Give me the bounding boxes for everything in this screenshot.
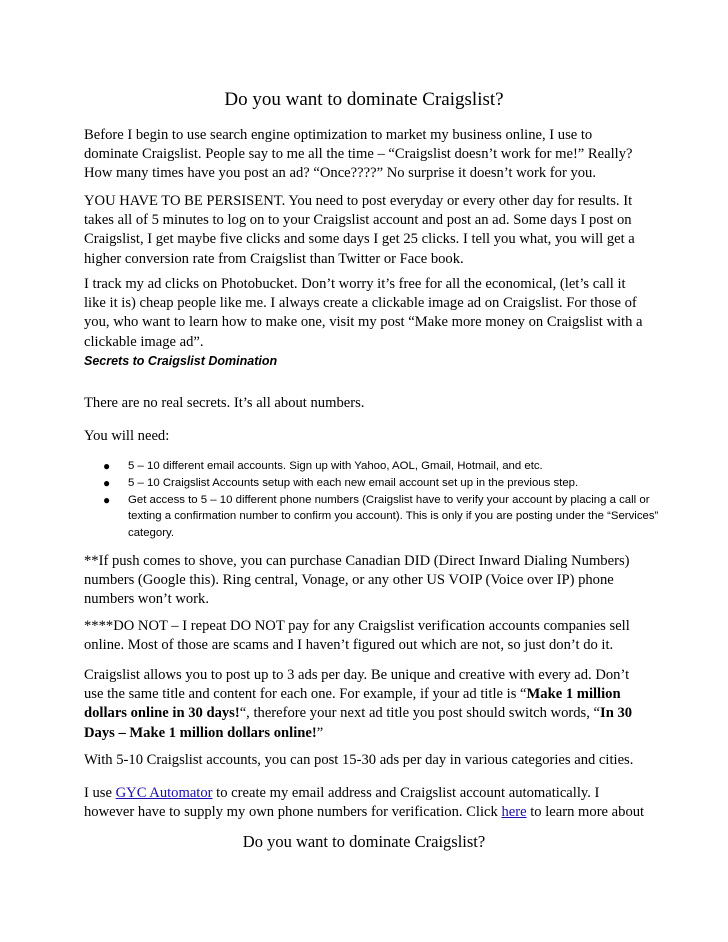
paragraph-text: There are no real secrets. It’s all about numbers. bbox=[84, 395, 365, 411]
list-item bbox=[84, 492, 664, 542]
list-item-text: Get access to 5 – 10 different phone numbers (Craigslist have to verify your account by placing a call or texting a confirmation number to confirm you account). This is only if you are posting under the “Services” category. bbox=[128, 493, 659, 540]
paragraph-text: Before I begin to use search engine optimization to market my business online, I use to dominate Craigslist. People say to me all the time – “Craigslist doesn’t work for me!” Really? How many times have you post an ad? “Once????” No surprise it doesn’t work for you. bbox=[84, 127, 633, 182]
bold-text: Make 1 million dollars online in 30 days! bbox=[84, 686, 621, 722]
text-run: “, therefore your next ad title you post should switch words, “ bbox=[239, 705, 601, 722]
bold-text: In 30 Days – Make 1 million dollars online! bbox=[84, 705, 633, 741]
text-run: ” bbox=[316, 724, 324, 741]
paragraph-text: **If push comes to shove, you can purchase Canadian DID (Direct Inward Dialing Numbers) numbers (Google this). Ring central, Vonage, or any other US VOIP (Voice over IP) phone numbers won’t work. bbox=[84, 553, 630, 608]
document-title: Do you want to dominate Craigslist? bbox=[224, 89, 504, 110]
section-heading: Secrets to Craigslist Domination bbox=[84, 354, 278, 368]
paragraph-text bbox=[84, 666, 650, 743]
footer-title: Do you want to dominate Craigslist? bbox=[242, 832, 486, 851]
text-run: Craigslist allows you to post up to 3 ads per day. Be unique and creative with every ad. Don’t use the same title and content for each one. For example, if your ad title is “ bbox=[84, 667, 630, 703]
paragraph-gyc bbox=[84, 784, 650, 822]
paragraph-do-not bbox=[84, 617, 650, 655]
paragraph-canadian-did bbox=[84, 552, 650, 610]
paragraph-ads-per-day bbox=[84, 666, 650, 743]
paragraph-accounts bbox=[84, 751, 650, 770]
paragraph-photobucket bbox=[84, 275, 650, 352]
list-item bbox=[84, 458, 664, 475]
paragraph-text: You will need: bbox=[84, 428, 170, 444]
paragraph-you-will-need bbox=[84, 427, 650, 446]
paragraph-no-secrets bbox=[84, 394, 650, 413]
text-run: I use bbox=[84, 785, 116, 801]
paragraph-text: YOU HAVE TO BE PERSISENT. You need to post everyday or every other day for results. It takes all of 5 minutes to log on to your Craigslist account and post an ad. Some days I post on Craigslist, I get maybe five clicks and some days I get 25 clicks. I tell you what, you will get a higher conversion rate from Craigslist than Twitter or Face book. bbox=[84, 193, 635, 267]
requirements-list bbox=[84, 458, 664, 542]
paragraph-persistent bbox=[84, 192, 650, 269]
here-link[interactable]: here bbox=[501, 804, 527, 821]
bullet-icon: ● bbox=[103, 459, 111, 473]
bullet-icon: ● bbox=[103, 492, 111, 507]
paragraph-text: With 5-10 Craigslist accounts, you can post 15-30 ads per day in various categories and cities. bbox=[84, 752, 634, 768]
list-item bbox=[84, 475, 664, 492]
paragraph-intro bbox=[84, 126, 650, 184]
bullet-icon: ● bbox=[103, 475, 111, 490]
list-item-text: 5 – 10 different email accounts. Sign up with Yahoo, AOL, Gmail, Hotmail, and etc. bbox=[128, 460, 543, 472]
gyc-automator-link[interactable]: GYC Automator bbox=[115, 785, 213, 801]
text-run: to learn more about bbox=[526, 804, 645, 821]
list-item-text: 5 – 10 Craigslist Accounts setup with each new email account set up in the previous step. bbox=[128, 476, 579, 489]
text-run: to create my email address and Craigslist account automatically. I however have to supply my own phone numbers for verification. Click bbox=[84, 785, 600, 821]
paragraph-text: ****DO NOT – I repeat DO NOT pay for any Craigslist verification accounts companies sell online. Most of those are scams and I haven’t figured out which are not, so just don’t do it. bbox=[84, 618, 630, 654]
paragraph-text bbox=[84, 784, 650, 822]
paragraph-text: I track my ad clicks on Photobucket. Don’t worry it’s free for all the economical, (let’s call it like it is) cheap people like me. I always create a clickable image ad on Craigslist. For those of you, who want to learn how to make one, visit my post “Make more money on Craigslist with a clickable image ad”. bbox=[84, 276, 643, 350]
